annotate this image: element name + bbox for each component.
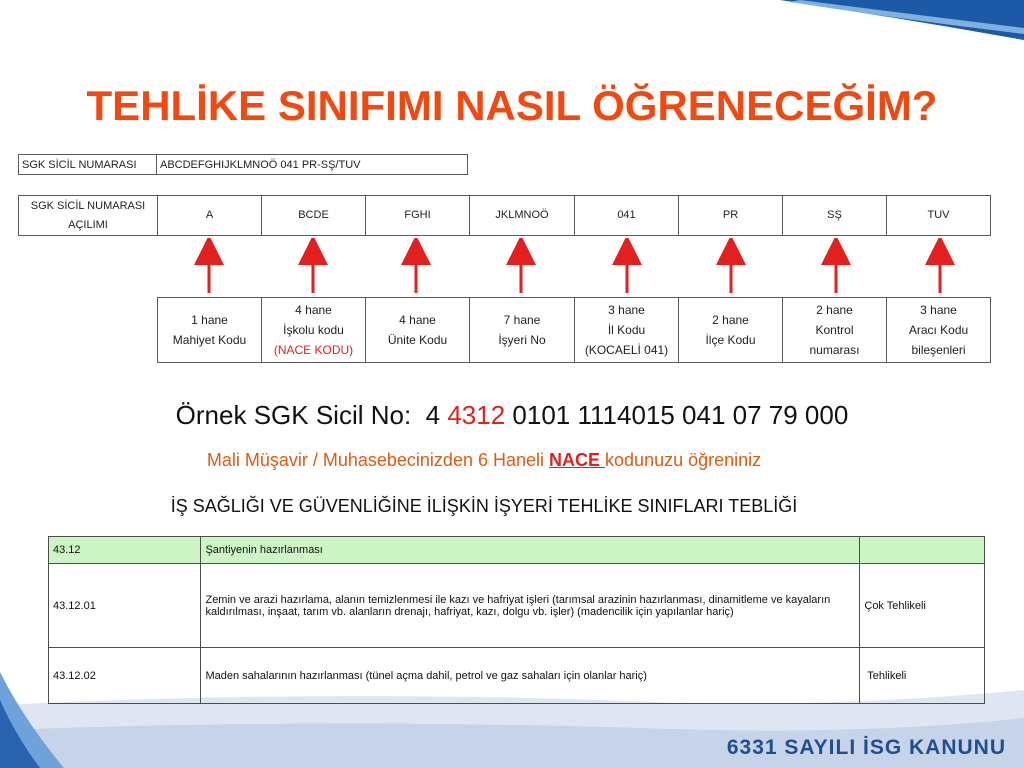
code-cell: BCDE — [262, 196, 366, 236]
sgk-number-value: ABCDEFGHIJKLMNOÖ 041 PR-SŞ/TUV — [157, 155, 468, 175]
arrows-group — [0, 238, 1024, 298]
sgk-number-table — [18, 154, 468, 175]
nace-code-cell: 43.12.01 — [49, 564, 201, 648]
table-row — [49, 564, 985, 648]
sgk-number-label: SGK SİCİL NUMARASI — [19, 155, 157, 175]
slide-title: TEHLİKE SINIFIMI NASIL ÖĞRENECEĞİM? — [86, 82, 938, 129]
footer-law-title: 6331 SAYILI İSG KANUNU — [726, 736, 1006, 759]
nace-emphasis: NACE — [549, 450, 606, 470]
hazard-class-cell — [860, 537, 985, 564]
table-row — [49, 537, 985, 564]
code-cell: A — [158, 196, 262, 236]
sgk-breakdown-table — [18, 195, 991, 236]
code-cell: FGHI — [366, 196, 470, 236]
example-sgk-number: Örnek SGK Sicil No: 4 4312 0101 1114015 041 07 79 000 — [175, 400, 849, 430]
segment-info-cell: 3 hane Aracı Kodu bileşenleri — [887, 298, 991, 363]
hazard-class-cell: Çok Tehlikeli — [860, 564, 985, 648]
regulation-title: İŞ SAĞLIĞI VE GÜVENLİĞİNE İLİŞKİN İŞYERİ TEHLİKE SINIFLARI TEBLİĞİ — [170, 496, 798, 516]
code-cell: PR — [679, 196, 783, 236]
nace-code-label: (NACE KODU) — [273, 343, 354, 357]
nace-code-cell: 43.12.02 — [49, 648, 201, 704]
example-highlight: 4312 — [447, 400, 506, 430]
segment-info-cell: 3 hane İl Kodu (KOCAELİ 041) — [575, 298, 679, 363]
hazard-class-cell: Tehlikeli — [860, 648, 985, 704]
segment-info-cell: 4 hane İşkolu kodu (NACE KODU) — [262, 298, 366, 363]
segment-info-cell: 2 hane Kontrol numarası — [783, 298, 887, 363]
nace-description-cell: Zemin ve arazi hazırlama, alanın temizlenmesi ile kazı ve hafriyat işleri (tarımsal arazinin hazırlanması, dinamitleme ve kayaların kaldırılması, inşaat, tarım vb. alanların drenajı, hafriyat, kazı, dolgu vb. işler) (madencilik için yapılanlar hariç) — [201, 564, 860, 648]
code-cell: 041 — [575, 196, 679, 236]
segment-info-cell: 2 hane İlçe Kodu — [679, 298, 783, 363]
segment-info-table — [157, 297, 991, 363]
code-cell: SŞ — [783, 196, 887, 236]
nace-description-cell: Maden sahalarının hazırlanması (tünel açma dahil, petrol ve gaz sahaları için olanlar hariç) — [201, 648, 860, 704]
nace-hazard-table — [48, 536, 985, 704]
code-cell: TUV — [887, 196, 991, 236]
sgk-breakdown-label: SGK SİCİL NUMARASI AÇILIMI — [19, 196, 158, 236]
segment-info-cell: 7 hane İşyeri No — [470, 298, 575, 363]
nace-code-cell: 43.12 — [49, 537, 201, 564]
code-cell: JKLMNOÖ — [470, 196, 575, 236]
table-row — [49, 648, 985, 704]
nace-description-cell: Şantiyenin hazırlanması — [201, 537, 860, 564]
segment-info-cell: 4 hane Ünite Kodu — [366, 298, 470, 363]
segment-info-cell: 1 hane Mahiyet Kodu — [158, 298, 262, 363]
nace-note: Mali Müşavir / Muhasebecinizden 6 Haneli NACE kodunuzu öğreniniz — [206, 450, 762, 470]
